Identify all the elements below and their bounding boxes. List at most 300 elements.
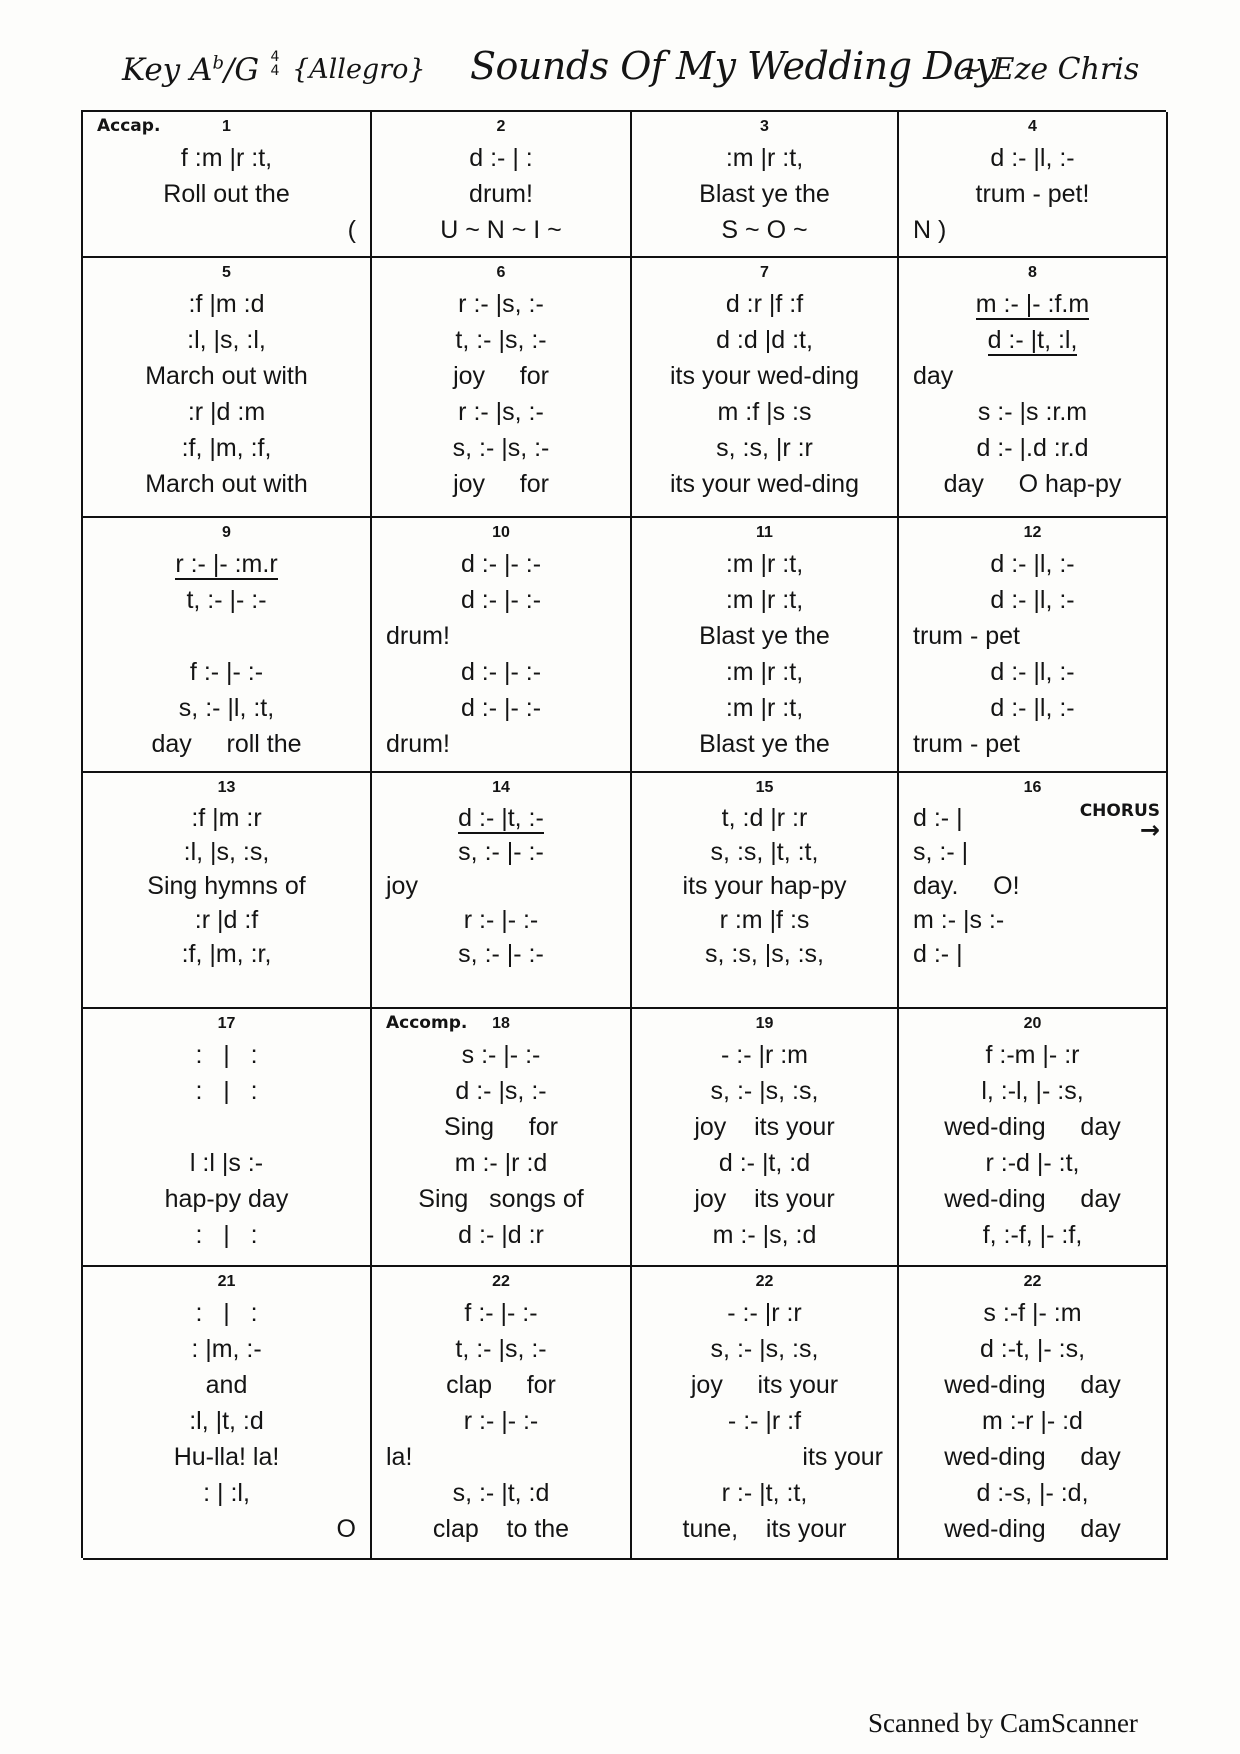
line-text: trum - pet! — [975, 180, 1090, 208]
bar-cell — [83, 112, 372, 258]
notation-line — [909, 394, 1156, 430]
notation-line — [382, 1109, 620, 1145]
line-text: ( — [347, 216, 356, 244]
notation-line — [93, 430, 360, 466]
bar-header — [642, 1013, 887, 1037]
notation-line — [93, 1181, 360, 1217]
line-text: f :- |- :- — [464, 1299, 538, 1327]
bar-header — [382, 1271, 620, 1295]
notation-line — [642, 618, 887, 654]
bar-header — [382, 777, 620, 801]
line-text: wed-ding day — [944, 1113, 1121, 1141]
notation-line — [642, 1331, 887, 1367]
bar-header — [382, 522, 620, 546]
notation-line — [642, 1295, 887, 1331]
tempo-marking: {Allegro} — [292, 54, 426, 85]
bar-header — [93, 116, 360, 140]
notation-line — [642, 726, 887, 762]
notation-line — [909, 430, 1156, 466]
bar-number: 22 — [1023, 1273, 1042, 1290]
notation-line — [93, 286, 360, 322]
line-text: d :- |l, :- — [990, 550, 1075, 578]
notation-line — [93, 1217, 360, 1253]
bar-number: 3 — [760, 118, 769, 135]
flat-sign: b — [212, 52, 224, 74]
notation-line — [382, 1331, 620, 1367]
bar-header — [93, 262, 360, 286]
notation-line — [382, 1145, 620, 1181]
line-text: Blast ye the — [699, 730, 830, 758]
notation-line — [93, 546, 360, 582]
line-text: :m |r :t, — [725, 694, 804, 722]
notation-line — [382, 212, 620, 248]
line-text: t, :- |- :- — [186, 586, 267, 614]
line-text: r :- |- :m.r — [175, 550, 278, 578]
line-text: d :- |- :- — [460, 694, 542, 722]
chorus-label: CHORUS — [1079, 801, 1160, 821]
line-text: f, :-f, |- :f, — [982, 1221, 1083, 1249]
bar-header — [642, 262, 887, 286]
bar-cell — [83, 773, 372, 1009]
bar-cell — [372, 773, 632, 1009]
line-text: its your wed-ding — [670, 470, 859, 498]
line-text: wed-ding day — [944, 1371, 1121, 1399]
line-text: Sing for — [444, 1113, 558, 1141]
notation-line — [642, 430, 887, 466]
bar-header — [909, 777, 1156, 801]
bar-cell — [899, 773, 1168, 1009]
line-text: d :- |.d :r.d — [976, 434, 1089, 462]
line-text: m :f |s :s — [717, 398, 812, 426]
notation-line — [909, 869, 1156, 903]
notation-line — [642, 394, 887, 430]
notation-line — [382, 1037, 620, 1073]
bar-number: 17 — [217, 1015, 236, 1032]
line-text: m :-r |- :d — [982, 1407, 1083, 1435]
bar-cell — [632, 1267, 899, 1560]
notation-line — [382, 903, 620, 937]
notation-line — [93, 176, 360, 212]
bar-number: 1 — [222, 118, 231, 135]
notation-line — [382, 618, 620, 654]
line-text: d :- |l, :- — [990, 586, 1075, 614]
line-text: joy its your — [694, 1185, 835, 1213]
line-text: s :- |s :r.m — [977, 398, 1088, 426]
line-text: and — [205, 1371, 248, 1399]
line-text: d :- |- :- — [460, 586, 542, 614]
line-text: its your hap-py — [682, 872, 847, 900]
bar-number: 11 — [756, 524, 773, 541]
line-text: r :- |t, :t, — [721, 1479, 808, 1507]
notation-line — [642, 690, 887, 726]
composer: ~ Eze Chris — [958, 52, 1140, 87]
notation-line — [642, 1217, 887, 1253]
line-text: f :- |- :- — [189, 658, 264, 686]
line-text: drum! — [386, 730, 450, 758]
bar-header — [93, 1013, 360, 1037]
notation-line — [642, 546, 887, 582]
line-text: d :- |t, :d — [718, 1149, 811, 1177]
notation-line — [382, 1217, 620, 1253]
bar-header — [93, 777, 360, 801]
line-text: joy for — [453, 362, 549, 390]
line-text: N ) — [913, 216, 947, 244]
notation-line — [93, 394, 360, 430]
notation-line — [93, 1367, 360, 1403]
notation-line — [909, 322, 1156, 358]
line-text: m :- |s, :d — [712, 1221, 817, 1249]
notation-line — [382, 394, 620, 430]
key-signature: Key $A^b/G$ — [122, 52, 260, 88]
notation-line — [93, 1439, 360, 1475]
bar-number: 14 — [492, 779, 510, 796]
notation-line — [642, 582, 887, 618]
notation-line — [909, 1331, 1156, 1367]
bar-number: 20 — [1023, 1015, 1042, 1032]
notation-line — [382, 690, 620, 726]
notation-line — [642, 140, 887, 176]
line-text: :f, |m, :f, — [181, 434, 272, 462]
time-signature: 4 4 — [270, 49, 280, 79]
bar-number: 22 — [755, 1273, 774, 1290]
notation-line — [382, 869, 620, 903]
notation-line — [909, 140, 1156, 176]
bar-header — [642, 777, 887, 801]
bar-number: 4 — [1028, 118, 1037, 135]
line-text: m :- |s :- — [913, 906, 1005, 934]
line-text: r :- |s, :- — [458, 398, 544, 426]
notation-line — [909, 1475, 1156, 1511]
bar-number: 22 — [492, 1273, 510, 1290]
line-text: its your wed-ding — [670, 362, 859, 390]
line-text: d :- | : — [469, 144, 533, 172]
notation-line — [382, 430, 620, 466]
line-text: tune, its your — [682, 1515, 847, 1543]
notation-line — [382, 140, 620, 176]
bar-cell — [372, 112, 632, 258]
line-text: s, :- |t, :d — [452, 1479, 550, 1507]
line-text: d :- |l, :- — [990, 694, 1075, 722]
notation-line — [93, 1475, 360, 1511]
notation-line — [642, 1073, 887, 1109]
line-text: d :- |t, :- — [458, 804, 544, 832]
notation-line — [93, 1073, 360, 1109]
line-text: joy its your — [690, 1371, 839, 1399]
bar-cell — [372, 1267, 632, 1560]
bar-cell — [899, 1267, 1168, 1560]
notation-line — [909, 618, 1156, 654]
notation-line — [382, 286, 620, 322]
line-text: Sing songs of — [418, 1185, 584, 1213]
line-text: :f, |m, :r, — [181, 940, 272, 968]
bar-header — [93, 522, 360, 546]
line-text: drum! — [469, 180, 533, 208]
line-text: joy its your — [694, 1113, 835, 1141]
notation-line — [382, 466, 620, 502]
line-text: :m |r :t, — [725, 586, 804, 614]
notation-line — [93, 654, 360, 690]
line-text: joy — [386, 872, 418, 900]
notation-line — [909, 1073, 1156, 1109]
line-text: d :- | — [913, 940, 963, 968]
bar-cell — [899, 258, 1168, 518]
line-text: :l, |s, :l, — [187, 326, 266, 354]
line-text: s, :s, |r :r — [716, 434, 813, 462]
notation-line — [909, 835, 1156, 869]
notation-line — [93, 937, 360, 971]
notation-line — [909, 212, 1156, 248]
bar-cell — [372, 258, 632, 518]
bar-number: 6 — [496, 264, 506, 281]
line-text: d :-s, |- :d, — [976, 1479, 1089, 1507]
bar-number: 16 — [1023, 779, 1042, 796]
notation-line — [382, 835, 620, 869]
line-text: s, :- |l, :t, — [178, 694, 275, 722]
line-text: Roll out the — [163, 180, 290, 208]
line-text: Sing hymns of — [147, 872, 306, 900]
notation-line — [642, 801, 887, 835]
bar-header — [909, 116, 1156, 140]
notation-line — [93, 466, 360, 502]
line-text: : |m, :- — [191, 1335, 262, 1363]
bar-cell — [632, 258, 899, 518]
bar-header — [909, 1271, 1156, 1295]
line-text: r :- |s, :- — [458, 290, 544, 318]
notation-line — [642, 1439, 887, 1475]
line-text: d :r |f :f — [725, 290, 804, 318]
line-text: U ~ N ~ I ~ — [440, 216, 562, 244]
notation-line — [909, 690, 1156, 726]
notation-line — [93, 322, 360, 358]
notation-line — [909, 937, 1156, 971]
accompaniment-label: Accap. — [97, 116, 161, 136]
title-line — [0, 0, 1240, 110]
line-text: its your — [802, 1443, 883, 1471]
notation-line — [909, 1295, 1156, 1331]
bar-cell — [632, 112, 899, 258]
notation-line — [382, 1475, 620, 1511]
accompaniment-label: Accomp. — [386, 1013, 468, 1033]
notation-line — [642, 1145, 887, 1181]
bar-number: 12 — [1023, 524, 1042, 541]
line-text: :l, |s, :s, — [183, 838, 270, 866]
line-text: Blast ye the — [699, 622, 830, 650]
line-text: : | : — [195, 1299, 258, 1327]
bar-number: 19 — [755, 1015, 774, 1032]
line-text: : | :l, — [203, 1479, 250, 1507]
song-title: Sounds Of My Wedding Day — [470, 44, 997, 88]
line-text: s, :- |- :- — [458, 940, 544, 968]
notation-line — [642, 466, 887, 502]
line-text: t, :- |s, :- — [455, 326, 547, 354]
notation-line — [93, 1037, 360, 1073]
notation-line — [382, 654, 620, 690]
notation-line — [93, 690, 360, 726]
line-text: joy for — [453, 470, 549, 498]
line-text: trum - pet — [913, 730, 1020, 758]
bar-cell — [372, 1009, 632, 1267]
bar-number: 9 — [222, 524, 231, 541]
line-text: d :d |d :t, — [716, 326, 813, 354]
line-text: :m |r :t, — [725, 144, 804, 172]
line-text: hap-py day — [164, 1185, 289, 1213]
notation-line — [642, 212, 887, 248]
line-text: Blast ye the — [699, 180, 830, 208]
line-text: : | : — [195, 1221, 258, 1249]
line-text: d :- |l, :- — [990, 658, 1075, 686]
notation-line — [909, 1145, 1156, 1181]
chorus-marker — [1079, 801, 1160, 844]
bar-header — [642, 116, 887, 140]
bar-header — [909, 262, 1156, 286]
bar-cell — [83, 518, 372, 773]
notation-line — [382, 1367, 620, 1403]
line-text: r :-d |- :t, — [985, 1149, 1080, 1177]
notation-line — [382, 1403, 620, 1439]
line-text: r :- |- :- — [463, 1407, 539, 1435]
notation-line — [642, 869, 887, 903]
line-text: s, :s, |t, :t, — [710, 838, 819, 866]
line-text: s, :s, |s, :s, — [704, 940, 824, 968]
line-text: d :- | — [913, 804, 963, 832]
notation-line — [382, 1181, 620, 1217]
bar-cell — [372, 518, 632, 773]
notation-line — [642, 1109, 887, 1145]
notation-line — [642, 1511, 887, 1547]
notation-line — [382, 546, 620, 582]
notation-line — [642, 1367, 887, 1403]
notation-line — [93, 1403, 360, 1439]
line-text: t, :- |s, :- — [455, 1335, 547, 1363]
bar-number: 18 — [492, 1015, 510, 1032]
bar-cell — [632, 773, 899, 1009]
line-text: : | : — [195, 1077, 258, 1105]
bar-header — [382, 262, 620, 286]
notation-line — [642, 835, 887, 869]
notation-line — [909, 1217, 1156, 1253]
line-text: day. O! — [913, 872, 1020, 900]
notation-line — [909, 466, 1156, 502]
line-text: s :- |- :- — [461, 1041, 541, 1069]
line-text: s, :- |- :- — [458, 838, 544, 866]
notation-line — [642, 1181, 887, 1217]
line-text: :f |m :d — [188, 290, 265, 318]
line-text: r :m |f :s — [719, 906, 810, 934]
notation-line — [93, 726, 360, 762]
bar-number: 15 — [755, 779, 774, 796]
notation-line — [382, 937, 620, 971]
scanner-watermark: Scanned by CamScanner — [868, 1708, 1138, 1738]
line-text: March out with — [145, 470, 308, 498]
notation-line — [382, 1511, 620, 1547]
notation-line — [909, 1439, 1156, 1475]
notation-line — [93, 1109, 360, 1145]
notation-line — [642, 286, 887, 322]
bar-number: 13 — [217, 779, 236, 796]
notation-line — [642, 937, 887, 971]
line-text: - :- |r :f — [727, 1407, 802, 1435]
notation-line — [642, 176, 887, 212]
line-text: :m |r :t, — [725, 658, 804, 686]
line-text: t, :d |r :r — [721, 804, 808, 832]
notation-line — [93, 801, 360, 835]
bar-number: 7 — [760, 264, 769, 281]
line-text: wed-ding day — [944, 1443, 1121, 1471]
line-text: S ~ O ~ — [721, 216, 808, 244]
bar-header — [382, 1013, 620, 1037]
line-text: d :- |l, :- — [990, 144, 1075, 172]
notation-line — [382, 1439, 620, 1475]
line-text: l :l |s :- — [189, 1149, 264, 1177]
line-text: : | : — [195, 1041, 258, 1069]
bar-header — [93, 1271, 360, 1295]
notation-line — [93, 1331, 360, 1367]
notation-line — [93, 869, 360, 903]
line-text: wed-ding day — [944, 1185, 1121, 1213]
line-text: :f |m :r — [191, 804, 262, 832]
notation-line — [93, 140, 360, 176]
line-text: day — [913, 362, 954, 390]
notation-line — [909, 1037, 1156, 1073]
bar-number: 8 — [1028, 264, 1037, 281]
line-text: d :- |d :r — [458, 1221, 544, 1249]
line-text: s, :- |s, :s, — [710, 1077, 819, 1105]
notation-line — [909, 1511, 1156, 1547]
bar-cell — [632, 518, 899, 773]
notation-line — [642, 654, 887, 690]
notation-line — [642, 322, 887, 358]
notation-line — [642, 1403, 887, 1439]
line-text: la! — [386, 1443, 413, 1471]
notation-line — [93, 582, 360, 618]
line-text: s, :- | — [913, 838, 969, 866]
line-text: :l, |t, :d — [189, 1407, 264, 1435]
notation-line — [382, 358, 620, 394]
line-text: d :- |- :- — [460, 550, 542, 578]
bar-number: 2 — [496, 118, 506, 135]
bar-cell — [83, 1009, 372, 1267]
bar-number: 10 — [492, 524, 510, 541]
notation-line — [93, 212, 360, 248]
line-text: clap to the — [432, 1515, 570, 1543]
line-text: d :- |t, :l, — [987, 326, 1078, 354]
notation-line — [909, 286, 1156, 322]
notation-line — [93, 835, 360, 869]
bar-number: 21 — [217, 1273, 236, 1290]
notation-line — [909, 176, 1156, 212]
arrow-right-icon: → — [1139, 816, 1160, 844]
notation-line — [382, 1295, 620, 1331]
bar-cell — [83, 1267, 372, 1560]
bar-header — [642, 522, 887, 546]
line-text: O — [336, 1515, 356, 1543]
notation-line — [382, 582, 620, 618]
notation-line — [909, 726, 1156, 762]
notation-line — [382, 322, 620, 358]
notation-line — [93, 358, 360, 394]
notation-line — [382, 726, 620, 762]
notation-line — [93, 1511, 360, 1547]
notation-line — [909, 654, 1156, 690]
line-text: l, :-l, |- :s, — [981, 1077, 1084, 1105]
notation-line — [909, 582, 1156, 618]
notation-line — [909, 1403, 1156, 1439]
notation-line — [642, 1475, 887, 1511]
bar-cell — [83, 258, 372, 518]
notation-line — [909, 1367, 1156, 1403]
notation-line — [93, 903, 360, 937]
bar-header — [909, 522, 1156, 546]
